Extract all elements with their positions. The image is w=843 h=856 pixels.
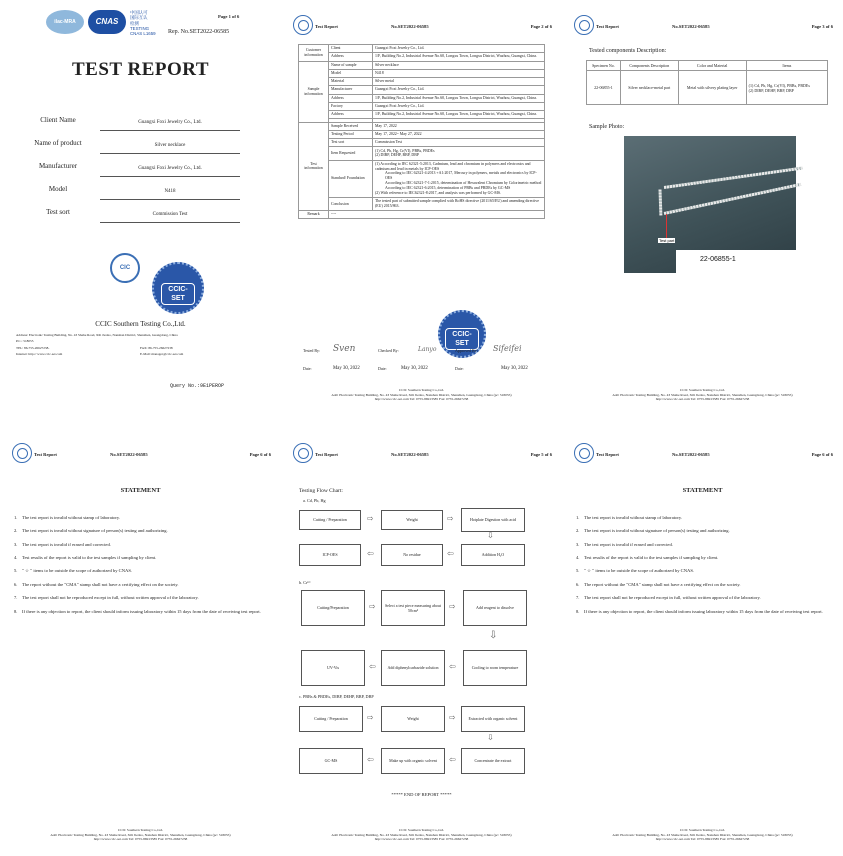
- flow-box: Weight: [381, 706, 445, 732]
- cic-logo: CIC: [110, 253, 140, 283]
- cnas-text: 中国认可 国际互认 检测 TESTING CNAS L1659: [130, 10, 156, 37]
- arrow-right-icon: ⇨: [367, 713, 374, 722]
- page-footer: CCIC Southern Testing Co.,Ltd. Add: Electronic Testing Building, No. 43 Shahe Road, Xili Jiedao, Nanshan District, Shenzhen, Guangdong, China (pc: 518055) http://www.ccic-set.com Tel: 0755-86913585 Fax: 0755-26627238: [612, 828, 793, 842]
- field-test-sort: Test sort Commission Test: [18, 208, 240, 230]
- list-item: 7. The test report shall not be reproduced except in full, without written approval of the laboratory.: [14, 595, 199, 601]
- signature-tester: Sven: [333, 344, 356, 354]
- lab-address: Address: Electronic Testing Building, No. 43 Shahe Road, Xili Jiedao, Nanshan District, Shenzhen, Guangdong, China: [16, 333, 178, 337]
- section-title: Tested components Description:: [589, 48, 667, 54]
- list-item: 5. " ☆ " items to be outside the scope of authorized by CNAS.: [576, 568, 695, 574]
- statement-title: STATEMENT: [120, 487, 161, 494]
- list-item: 4. Test results of the report is valid to the test samples if sampling by client.: [576, 555, 719, 561]
- page-header: Test Report No.SET2022-06585 Page 5 of 6: [291, 440, 552, 466]
- lab-name: CCIC Southern Testing Co.,Ltd.: [95, 320, 186, 328]
- page-header: Test Report No.SET2022-06585 Page 3 of 6: [572, 12, 833, 38]
- arrow-down-icon: ⇩: [489, 630, 498, 641]
- flow-box: Cutting/Preparation: [301, 590, 365, 626]
- ilac-mra-logo: ilac-MRA: [46, 10, 84, 34]
- flow-box: Make up with organic solvent: [381, 748, 445, 774]
- field-manufacturer: Manufacturer Guangxi Foxi Jewelry Co., Ltd.: [18, 162, 240, 184]
- list-item: 4. Test results of the report is valid to the test samples if sampling by client.: [14, 555, 157, 561]
- list-item: 6. The report without the "CMA" stamp shall not have a certifying effect on the society.: [576, 581, 741, 587]
- signature-approver: Sifeifei: [493, 344, 522, 353]
- flow-title: Testing Flow Chart:: [299, 488, 343, 494]
- page-header: Test Report No.SET2022-06585 Page 2 of 6: [291, 12, 552, 38]
- flow-box: Hotplate Digestion with acid: [461, 508, 525, 532]
- lab-internet: Internet: http:// www.ccic-set.com: [16, 352, 63, 356]
- components-table: Specimen No. Components Description Color and Material Items 22-06855-1 Silver necklace-metal part Metal with silvery plating layer (1) Cd, Pb, Hg, Cr(VI), PBBs, PBDEs (2) DIBP, DEHP, BBP, DBP: [586, 60, 828, 105]
- arrow-right-icon: ⇨: [369, 602, 376, 611]
- statement-list: [576, 515, 825, 622]
- photo-label: Sample Photo:: [589, 124, 625, 130]
- arrow-down-icon: ⇩: [487, 733, 494, 742]
- arrow-left-icon: ⇦: [449, 755, 456, 764]
- flow-box: GC-MS: [299, 748, 363, 774]
- lab-postcode: P.C.: 518055: [16, 339, 34, 343]
- arrow-left-icon: ⇦: [449, 662, 456, 671]
- cover-page: [0, 0, 281, 428]
- arrow-right-icon: ⇨: [449, 602, 456, 611]
- page-title: TEST REPORT: [72, 59, 209, 80]
- test-part-pointer: [666, 214, 667, 238]
- list-item: 8. If there is any objection to report, the client should inform issuing laboratory within 15 days from the date of receiving test report.: [576, 608, 823, 614]
- info-page: [281, 0, 562, 428]
- flow-box: Addition H₂O: [461, 544, 525, 566]
- ccic-set-seal: CCIC-SET: [152, 262, 204, 314]
- ccic-set-seal: CCIC-SET: [438, 310, 486, 358]
- cic-icon: [12, 443, 32, 463]
- cnas-logo: CNAS: [88, 10, 126, 34]
- end-of-report: ***** END OF REPORT *****: [391, 792, 452, 797]
- statement-list: [14, 515, 263, 622]
- flow-box: Select a test piece measuring about 50cm²: [381, 590, 445, 626]
- list-item: 3. The test report is invalid if erased and corrected.: [14, 541, 111, 547]
- page-footer: CCIC Southern Testing Co.,Ltd. Add: Electronic Testing Building, No. 43 Shahe Road, Xili Jiedao, Nanshan District, Shenzhen, Guangdong, China (pc: 518055) http://www.ccic-set.com Tel: 0755-86913585 Fax: 0755-26627238: [331, 828, 512, 842]
- page-footer: CCIC Southern Testing Co.,Ltd. Add: Electronic Testing Building, No. 43 Shahe Road, Xili Jiedao, Nanshan District, Shenzhen, Guangdong, China (pc: 518055) http://www.ccic-set.com Tel: 0755-86913585 Fax: 0755-26627238: [612, 388, 793, 402]
- list-item: 2. The test report is invalid without signature of person(s) testing and authorizing.: [576, 528, 730, 534]
- report-number: Rep. No.SET2022-06585: [168, 29, 230, 35]
- list-item: 1. The test report is invalid without stamp of laboratory.: [576, 515, 683, 520]
- page-number: Page 1 of 6: [218, 14, 240, 19]
- components-page: [562, 0, 843, 428]
- flow-box: Add diphenylcarbazide solution: [381, 650, 445, 686]
- lab-fax: FAX: 86-755-26627238: [140, 346, 173, 350]
- arrow-left-icon: ⇦: [367, 549, 374, 558]
- flow-box: Weight: [381, 510, 443, 530]
- field-client: Client Name Guangxi Foxi Jewelry Co., Ltd.: [18, 116, 240, 138]
- list-item: 8. If there is any objection to report, the client should inform issuing laboratory within 15 days from the date of receiving test report.: [14, 608, 261, 614]
- statement-page: [562, 428, 843, 856]
- field-product: Name of product Silver necklace: [18, 139, 240, 161]
- query-number: Query No.:9E1PEROP: [170, 383, 225, 389]
- sample-tag: [676, 250, 796, 273]
- test-part-label: Test part: [659, 238, 675, 243]
- statement-page: [0, 428, 281, 856]
- flow-box: Extracted with organic solvent: [461, 706, 525, 732]
- arrow-left-icon: ⇦: [447, 549, 454, 558]
- arrow-right-icon: ⇨: [367, 514, 374, 523]
- flow-box: Add reagent to dissolve: [463, 590, 527, 626]
- necklace-chain: [659, 189, 663, 215]
- lab-email: E-Mail: manager@ccic-set.com: [140, 352, 184, 356]
- arrow-left-icon: ⇦: [369, 662, 376, 671]
- list-item: 2. The test report is invalid without signature of person(s) testing and authorizing.: [14, 528, 168, 534]
- cic-icon: [293, 15, 313, 35]
- arrow-right-icon: ⇨: [447, 514, 454, 523]
- field-model: Model N418: [18, 185, 240, 207]
- flow-box: UV-Vis: [301, 650, 365, 686]
- page-header: Test Report No.SET2022-06585 Page 6 of 6: [572, 440, 833, 466]
- flow-box: Concentrate the extract: [461, 748, 525, 774]
- page-footer: CCIC Southern Testing Co.,Ltd. Add: Electronic Testing Building, No. 43 Shahe Road, Xili Jiedao, Nanshan District, Shenzhen, Guangdong, China (pc: 518055) http://www.ccic-set.com Tel: 0755-86913585 Fax: 0755-26627238: [331, 388, 512, 402]
- cic-icon: [574, 15, 594, 35]
- info-table: Customer information Client Guangxi Foxi Jewelry Co., Ltd. Address 1/F, Building No.2, Industrial Avenue No.60, Longxu Town, Longxu District, Wuzhou, Guangxi, China. Sample information Name of sample Silver necklace Model N418 Material Silver metal Manufacturer Guangxi Foxi Jewelry Co., Ltd. Address 1/F, Building No.2, Industrial Avenue No.60, Longxu Town, Longxu District, Wuzhou, Guangxi, China. Factory Guangxi Foxi Jewelry Co., Ltd. Address 1/F, Building No.2, Industrial Avenue No.60, Longxu Town, Longxu District, Wuzhou, Guangxi, China. Test information Sample Received May 17, 2022 Testing Period May 17, 2022~ May 27, 2022 Test sort Commission Test Item Requested (1) Cd, Pb, Hg, Cr(VI), PBBs, PBDEs (2) DIBP, DEHP, BBP, DBP Standard/ Foundation (1) According to IEC 62321-5:2013, Cadmium, lead and chromium in polymers and electronics and cadmium and lead in metals by ICP-OES According to IEC 62321-4:2013 +A1:2017, Mercury in polymers, metals and electronics by ICP-OES According to IEC 62321-7-1:2015, determination of Hexavalent Chromium by Colorimetric method According to IEC 62321-6:2015, determination of PBBs and PBDEs by GC-MS (2) With reference to IEC62321-8:2017, and analysis was performed by GC-MS. Conclusion The tested part of submitted sample complied with RoHS directive (2011/65/EU) and amending directive (EU) 2015/863. Remark ----: [298, 44, 545, 219]
- statement-title: STATEMENT: [682, 487, 723, 494]
- sample-photo: [624, 136, 796, 273]
- signature-checker: Lanyo: [418, 346, 437, 353]
- arrow-right-icon: ⇨: [449, 713, 456, 722]
- flowchart-page: Test Report No.SET2022-06585 Page 5 of 6 Testing Flow Chart: a. Cd, Pb, Hg Cutting / Preparation ⇨ Weight ⇨ Hotplate Digestion with acid ⇩ ICP-OES ⇦ No residue ⇦ Addition H₂O b. Cr⁶⁺ Cutting/Preparation ⇨ Select a test piece measuring about 50cm² ⇨ Add reagent to dissolve ⇩ UV-Vis ⇦ Add diphenylcarbazide solution ⇦ Cooling to room temperature c. PBBs & PBDEs, DIBP, DEHP, BBP, DBP Cutting / Preparation ⇨ Weight ⇨ Extracted with organic solvent ⇩ GC-MS ⇦ Make up with organic solvent ⇦ Concentrate the extract ***** END OF REPORT ***** CCIC Southern Testing Co.,Ltd. Add: Electronic Testing Building, No. 43 Shahe Road, Xili Jiedao, Nanshan District, Shenzhen, Guangdong, China (pc: 518055) http://www.ccic-set.com Tel: 0755-86913585 Fax: 0755-26627238: [281, 428, 562, 856]
- lab-tel: TEL: 86-755-26627238-: [16, 346, 50, 350]
- necklace-chain: [664, 183, 802, 215]
- flow-box: Cutting / Preparation: [299, 706, 363, 732]
- list-item: 6. The report without the "CMA" stamp shall not have a certifying effect on the society.: [14, 581, 179, 587]
- arrow-down-icon: ⇩: [487, 531, 494, 540]
- signature-block: Tested By: Sven Checked By: Lanyo Approved By: Sifeifei Date: May 30, 2022 Date: May 30, 2022 Date: May 30, 2022: [303, 344, 528, 371]
- necklace-chain: [664, 167, 803, 189]
- arrow-left-icon: ⇦: [367, 755, 374, 764]
- list-item: 1. The test report is invalid without stamp of laboratory.: [14, 515, 121, 520]
- list-item: 3. The test report is invalid if erased and corrected.: [576, 541, 673, 547]
- cic-icon: [293, 443, 313, 463]
- page-header: Test Report No.SET2022-06585 Page 6 of 6: [10, 440, 271, 466]
- flow-box: No residue: [381, 544, 443, 566]
- cic-icon: [574, 443, 594, 463]
- flow-box: ICP-OES: [299, 544, 361, 566]
- list-item: 7. The test report shall not be reproduced except in full, without written approval of the laboratory.: [576, 595, 761, 601]
- page-footer: CCIC Southern Testing Co.,Ltd. Add: Electronic Testing Building, No. 43 Shahe Road, Xili Jiedao, Nanshan District, Shenzhen, Guangdong, China (pc: 518055) http://www.ccic-set.com Tel: 0755-86913585 Fax: 0755-26627238: [50, 828, 231, 842]
- list-item: 5. " ☆ " items to be outside the scope of authorized by CNAS.: [14, 568, 133, 574]
- flow-box: Cutting / Preparation: [299, 510, 361, 530]
- flow-box: Cooling to room temperature: [463, 650, 527, 686]
- sample-id: 22-06855-1: [700, 256, 736, 263]
